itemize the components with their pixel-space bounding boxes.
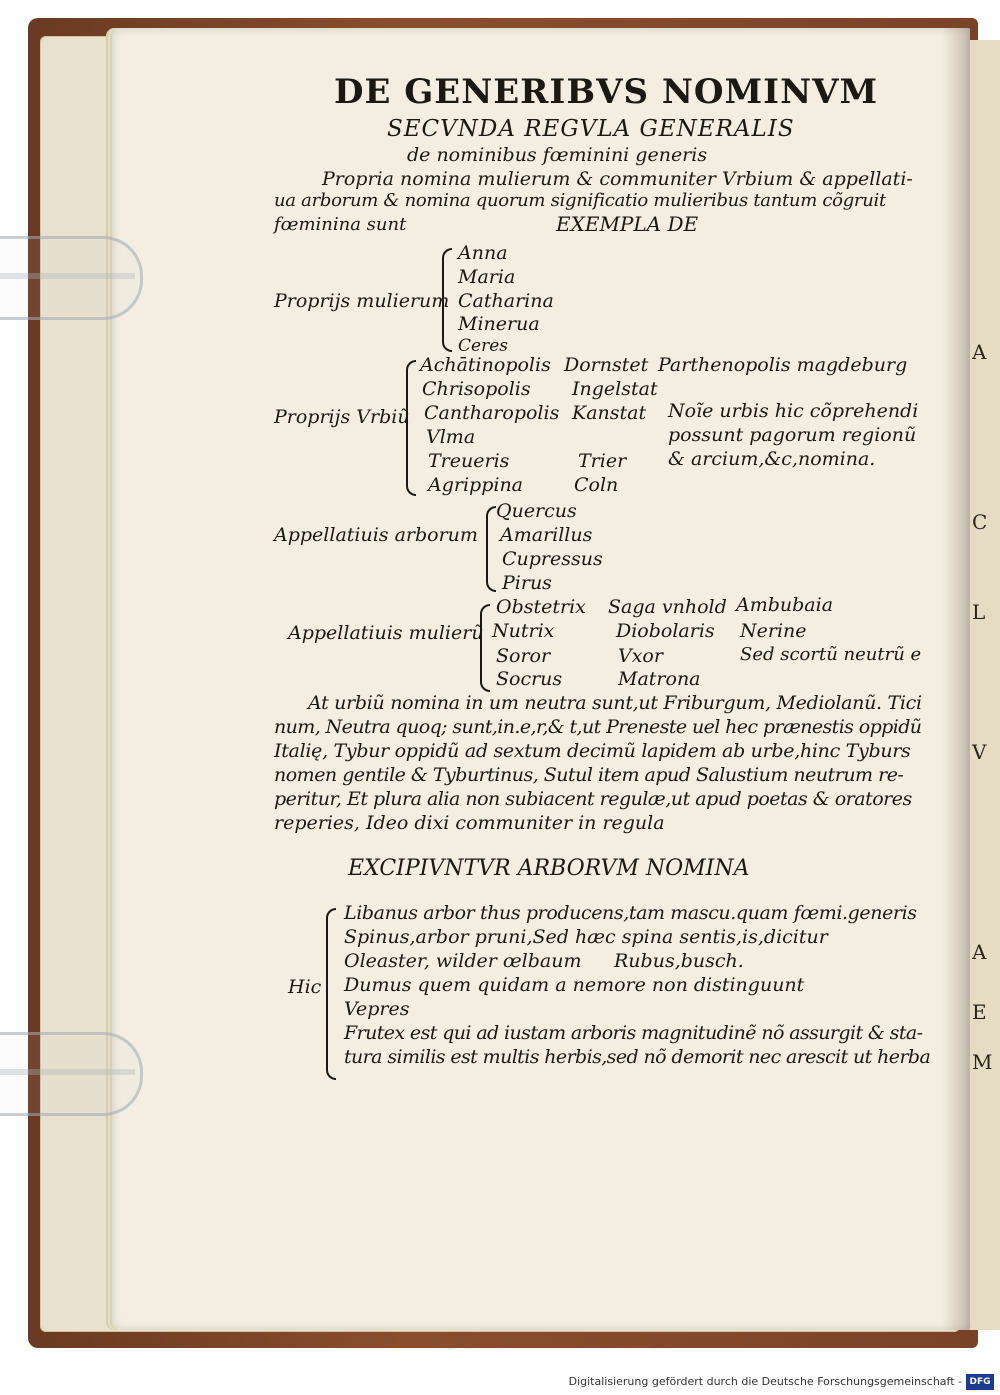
list-item: Vlma [426, 426, 476, 448]
paragraph-line: Italię, Tybur oppidũ ad sextum decimũ lapidem ab urbe,hinc Tyburs [274, 740, 911, 762]
brace-mulierum-appellatiuis [480, 604, 490, 692]
list-item: Cupressus [502, 548, 603, 570]
exception-line: Dumus quem quidam a nemore non distinguunt [344, 974, 805, 996]
label-proprijs-mulierum: Proprijs mulierum [274, 290, 450, 312]
list-item: Amarillus [500, 524, 593, 546]
paper-clip-top [0, 236, 143, 320]
paragraph-line: num, Neutra quoq; sunt,in.e,r,& t,ut Preneste uel hec prænestis oppidũ [274, 716, 922, 738]
brace-arborum [486, 506, 496, 592]
list-item: Ceres [458, 336, 508, 356]
list-item: Nerine [740, 620, 807, 642]
list-item: Diobolaris [616, 620, 715, 642]
paragraph-line: nomen gentile & Tyburtinus, Sutul item apud Salustium neutrum re- [274, 764, 904, 786]
label-proprijs-urbium: Proprijs Vrbiũ [274, 406, 410, 428]
list-item: Agrippina [428, 474, 524, 496]
urbium-note-line: & arcium,&c,nomina. [668, 448, 876, 470]
exception-line: Spinus,arbor pruni,Sed hæc spina sentis,is,dicitur [344, 926, 828, 948]
list-item: Achātinopolis [420, 354, 551, 376]
intro-line-1: Propria nomina mulierum & communiter Vrbium & appellati- [322, 168, 913, 190]
list-item: Coln [574, 474, 619, 496]
list-item: Chrisopolis [422, 378, 531, 400]
exception-line: Vepres [344, 998, 410, 1020]
intro-line-2: ua arborum & nomina quorum significatio mulieribus tantum cõgruit [274, 190, 886, 211]
list-item: Parthenopolis magdeburg [658, 354, 908, 376]
list-item: Minerua [458, 313, 540, 335]
dfg-logo: DFG [966, 1374, 994, 1390]
page-gutter-shadow [942, 28, 970, 1330]
list-item: Sed scortũ neutrũ e [740, 644, 922, 665]
list-item: Pirus [502, 572, 552, 594]
paragraph-line: peritur, Et plura alia non subiacent regulæ,ut apud poetas & oratores [274, 788, 912, 810]
list-item: Matrona [618, 668, 701, 690]
list-item: Socrus [496, 668, 563, 690]
section-heading: SECVNDA REGVLA GENERALIS [387, 116, 795, 142]
list-item: Anna [458, 242, 508, 264]
list-item: Soror [496, 645, 551, 667]
urbium-note-line: possunt pagorum regionũ [668, 424, 917, 446]
list-item: Quercus [496, 500, 577, 522]
exception-line: Libanus arbor thus producens,tam mascu.quam fœmi.generis [344, 902, 917, 924]
exception-line: Oleaster, wilder œlbaum [344, 950, 582, 972]
list-item: Catharina [458, 290, 554, 312]
facing-page-edge: A C L V A E M [966, 40, 1000, 1330]
list-item: Treueris [428, 450, 510, 472]
book-page [112, 28, 970, 1330]
label-appellatiuis-arborum: Appellatiuis arborum [274, 524, 478, 546]
brace-exceptions [326, 908, 336, 1080]
list-item: Saga vnhold [608, 596, 727, 618]
exception-line: tura similis est multis herbis,sed nõ demorit nec arescit ut herba [344, 1046, 931, 1068]
urbium-note-line: Noĩe urbis hic cõprehendi [668, 400, 919, 422]
list-item: Ambubaia [736, 594, 834, 616]
label-hic: Hic [288, 976, 322, 998]
footer-credit: Digitalisierung gefördert durch die Deutsche Forschungsgemeinschaft - [568, 1375, 962, 1388]
label-appellatiuis-mulierum: Appellatiuis mulierũ [288, 622, 484, 644]
intro-line-3: fœminina sunt [274, 214, 407, 235]
list-item: Obstetrix [496, 596, 586, 618]
list-item: Maria [458, 266, 516, 288]
exempla-heading: EXEMPLA DE [556, 212, 699, 236]
page-title: DE GENERIBVS NOMINVM [334, 72, 879, 112]
exception-line: Frutex est qui ad iustam arboris magnitudinẽ nõ assurgit & sta- [344, 1022, 923, 1044]
list-item: Ingelstat [572, 378, 658, 400]
list-item: Trier [578, 450, 627, 472]
brace-urbium [406, 360, 416, 496]
exception-rubus: Rubus,busch. [614, 950, 744, 972]
list-item: Dornstet [564, 354, 649, 376]
exceptions-heading: EXCIPIVNTVR ARBORVM NOMINA [348, 856, 750, 881]
list-item: Cantharopolis [424, 402, 560, 424]
list-item: Vxor [618, 645, 663, 667]
paragraph-line: At urbiũ nomina in um neutra sunt,ut Friburgum, Mediolanũ. Tici [308, 692, 922, 714]
list-item: Nutrix [492, 620, 555, 642]
list-item: Kanstat [572, 402, 647, 424]
paper-clip-bottom [0, 1032, 143, 1116]
paragraph-line: reperies, Ideo dixi communiter in regula [274, 812, 665, 834]
digitization-footer [0, 1372, 1000, 1395]
section-subheading: de nominibus fœminini generis [407, 144, 708, 166]
